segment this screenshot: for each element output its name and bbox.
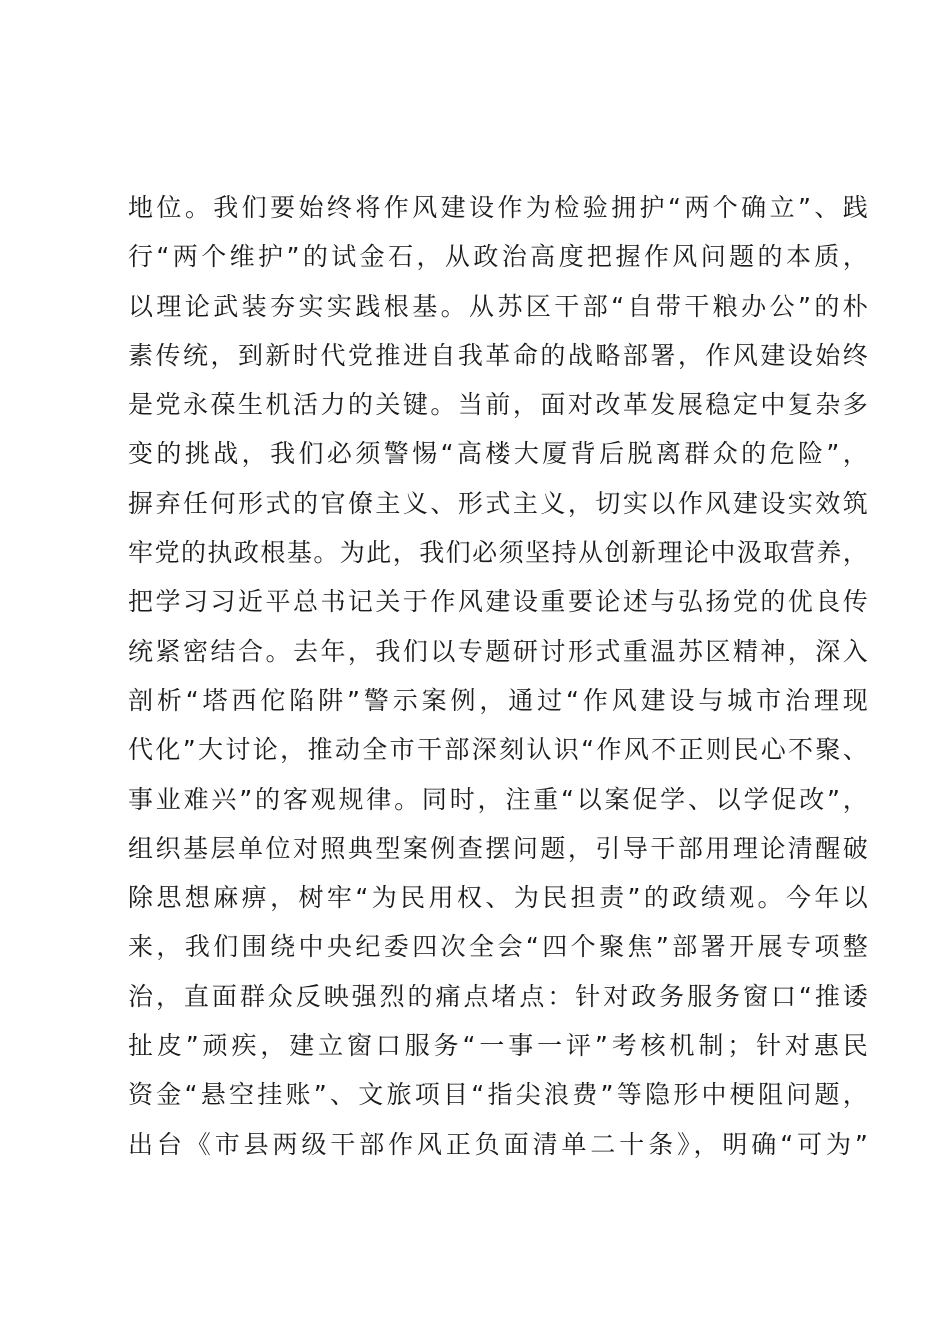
text-line: 来，我们围绕中央纪委四次全会“四个聚焦”部署开展专项整 [128, 932, 868, 962]
text-line: 变的挑战，我们必须警惕“高楼大厦背后脱离群众的危险”， [128, 439, 868, 469]
text-line: 资金“悬空挂账”、文旅项目“指尖浪费”等隐形中梗阻问题， [128, 1080, 868, 1110]
text-line: 摒弃任何形式的官僚主义、形式主义，切实以作风建设实效筑 [128, 488, 868, 518]
text-line: 素传统，到新时代党推进自我革命的战略部署，作风建设始终 [128, 340, 868, 370]
text-line: 把学习习近平总书记关于作风建设重要论述与弘扬党的优良传 [128, 587, 868, 617]
text-line: 事业难兴”的客观规律。同时，注重“以案促学、以学促改”， [128, 784, 868, 814]
text-line: 组织基层单位对照典型案例查摆问题，引导干部用理论清醒破 [128, 833, 868, 863]
text-line: 治，直面群众反映强烈的痛点堵点：针对政务服务窗口“推诿 [128, 981, 868, 1011]
text-line: 出台《市县两级干部作风正负面清单二十条》，明确“可为” [128, 1129, 868, 1159]
text-line: 剖析“塔西佗陷阱”警示案例，通过“作风建设与城市治理现 [128, 685, 868, 715]
text-line: 是党永葆生机活力的关键。当前，面对改革发展稳定中复杂多 [128, 390, 868, 420]
body-text [128, 183, 868, 1169]
text-line: 以理论武装夯实实践根基。从苏区干部“自带干粮办公”的朴 [128, 291, 868, 321]
text-line: 牢党的执政根基。为此，我们必须坚持从创新理论中汲取营养， [128, 538, 868, 568]
text-line: 行“两个维护”的试金石，从政治高度把握作风问题的本质， [128, 242, 868, 272]
text-line: 扯皮”顽疾，建立窗口服务“一事一评”考核机制；针对惠民 [128, 1031, 868, 1061]
text-line: 地位。我们要始终将作风建设作为检验拥护“两个确立”、践 [128, 193, 868, 222]
text-line: 代化”大讨论，推动全市干部深刻认识“作风不正则民心不聚、 [128, 735, 868, 765]
text-line: 除思想麻痹，树牢“为民用权、为民担责”的政绩观。今年以 [128, 883, 868, 913]
text-line: 统紧密结合。去年，我们以专题研讨形式重温苏区精神，深入 [128, 636, 868, 666]
